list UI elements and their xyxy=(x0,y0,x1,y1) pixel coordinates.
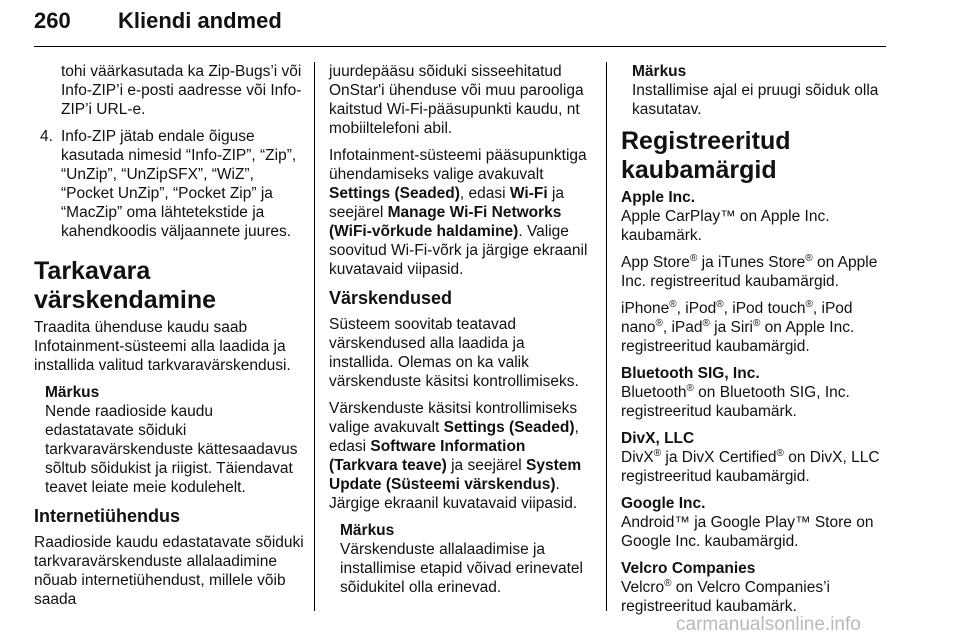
text-run: on Velcro Companies’i registreeritud kaubamärk. xyxy=(621,579,830,615)
registered-mark: ® xyxy=(805,252,813,264)
text-run: . Järgige ekraanil kuvatavaid viipasid. xyxy=(329,476,578,512)
registered-mark: ® xyxy=(686,382,694,394)
list-number: 4. xyxy=(40,128,53,145)
registered-mark: ® xyxy=(776,447,784,459)
text-run: on DivX, LLC registreeritud kaubamärgid. xyxy=(621,449,880,485)
paragraph: juurdepääsu sõiduki sisseehitatud OnStar'i ühenduse või muu parooliga kaitstud Wi-Fi-pääsupunkti kaudu, nt mobiiltelefoni abil. xyxy=(329,63,584,137)
brand-name-divx: DivX, LLC xyxy=(621,430,695,447)
text-run: , iPod nano xyxy=(621,300,853,336)
text-run: , iPod xyxy=(676,300,717,317)
paragraph: Android™ ja Google Play™ Store on Google Inc. kaubamärgid. xyxy=(621,514,874,550)
menu-label: Software Information (Tarkvara teave) xyxy=(329,438,526,474)
paragraph xyxy=(621,383,889,421)
text-run: Värskenduste käsitsi kontrollimiseks valige avakuvalt xyxy=(329,400,578,436)
page-number: 260 xyxy=(34,8,71,33)
text-run: ja seejärel xyxy=(329,185,565,221)
note-title: Märkus xyxy=(632,63,687,80)
column-divider-2 xyxy=(606,62,607,611)
text-run: on Apple Inc. registreeritud kaubamärgid. xyxy=(621,254,878,290)
text-run: ja seejärel xyxy=(451,457,522,474)
brand-name-bluetooth: Bluetooth SIG, Inc. xyxy=(621,365,760,382)
column-1 xyxy=(34,62,304,617)
paragraph: Raadioside kaudu edastatavate sõiduki tarkvaravärskenduste allalaadimine nõuab internetiühendust, millele võib saada xyxy=(34,534,304,608)
registered-mark: ® xyxy=(716,298,724,310)
column-3 xyxy=(621,62,889,624)
header-rule xyxy=(34,46,886,47)
registered-mark: ® xyxy=(702,317,710,329)
column-2 xyxy=(329,62,593,605)
column-divider-1 xyxy=(314,62,315,611)
brand-name-velcro: Velcro Companies xyxy=(621,560,756,577)
note-box xyxy=(329,521,593,597)
registered-mark: ® xyxy=(752,317,761,329)
registered-mark: ® xyxy=(689,252,698,264)
registered-mark: ® xyxy=(664,577,672,589)
paragraph-wifi-instructions xyxy=(329,146,593,279)
list-continuation: tohi väärkasutada ka Zip-Bugs’i või Info-ZIP’i e-posti aadresse või Info-ZIP’i URL-e. xyxy=(61,63,302,118)
list-item-4 xyxy=(34,127,304,241)
menu-label: Wi-Fi xyxy=(509,185,548,202)
registered-mark: ® xyxy=(655,317,663,329)
text-run: iPhone xyxy=(621,300,670,317)
subheading-internet-connection: Internetiühendus xyxy=(34,506,181,526)
paragraph xyxy=(621,448,889,486)
paragraph: Süsteem soovitab teatavad värskendused alla laadida ja installida. Olemas on ka valik värskenduste käsitsi kontrollimiseks. xyxy=(329,316,579,390)
note-box xyxy=(621,62,889,119)
list-item-text: Info-ZIP jätab endale õiguse kasutada nimesid “Info-ZIP”, “Zip”, “UnZip”, “UnZipSFX”, “WiZ”, “Pocket UnZip”, “Pocket Zip” ja “MacZip” oma lähtetekstide ja kahendkoodis väljaannete juures. xyxy=(61,128,297,240)
menu-label: Settings (Seaded) xyxy=(443,419,575,436)
paragraph-update-instructions xyxy=(329,399,593,513)
note-title: Märkus xyxy=(340,522,395,539)
note-text: Värskenduste allalaadimise ja installimise etapid võivad erinevatel sõidukitel olla erinevad. xyxy=(340,541,583,596)
text-run: Bluetooth xyxy=(621,384,687,401)
section-heading-software-update: Tarkavara värskendamine xyxy=(34,257,217,314)
text-run: Infotainment-süsteemi pääsupunktiga ühendamiseks valige avakuvalt xyxy=(329,147,587,183)
text-run: Velcro xyxy=(621,579,665,596)
text-run: ja Siri xyxy=(709,319,753,336)
paragraph xyxy=(621,253,889,291)
text-run: on Bluetooth SIG, Inc. registreeritud kaubamärk. xyxy=(621,384,850,420)
text-run: DivX xyxy=(621,449,654,466)
text-run: , edasi xyxy=(459,185,506,202)
registered-mark: ® xyxy=(653,447,662,459)
paragraph: Traadita ühenduse kaudu saab Infotainment-süsteemi alla laadida ja installida valitud tarkvaravärskendusi. xyxy=(34,319,291,374)
text-run: , iPad xyxy=(662,319,703,336)
text-run: App Store xyxy=(621,254,690,271)
brand-name-google: Google Inc. xyxy=(621,495,706,512)
menu-label: Manage Wi-Fi Networks (WiFi-võrkude haldamine) xyxy=(329,204,562,240)
section-heading-trademarks: Registreeritud kaubamärgid xyxy=(621,127,791,184)
text-run: on Apple Inc. registreeritud kaubamärgid. xyxy=(621,319,855,355)
text-run: , edasi xyxy=(329,419,579,455)
paragraph xyxy=(621,578,889,616)
chapter-title: Kliendi andmed xyxy=(118,8,282,33)
text-run: ja DivX Certified xyxy=(661,449,777,466)
note-title: Märkus xyxy=(45,384,100,401)
menu-label: System Update (Süsteemi värskendus) xyxy=(329,457,582,493)
note-text: Nende raadioside kaudu edastatavate sõiduki tarkvaravärskenduste kättesaadavus sõltub sõidukist ja riigist. Täiendavat teavet leiate meie kodulehelt. xyxy=(45,403,298,496)
menu-label: Settings (Seaded) xyxy=(329,185,460,202)
paragraph xyxy=(621,299,889,356)
registered-mark: ® xyxy=(805,298,813,310)
page-header xyxy=(34,6,886,46)
text-run: , iPod touch xyxy=(723,300,806,317)
text-run: . Valige soovitud Wi-Fi-võrk ja järgige ekraanil kuvatavaid viipasid. xyxy=(329,223,588,278)
registered-mark: ® xyxy=(669,298,677,310)
note-box xyxy=(34,383,304,497)
watermark: carmanualsonline.info xyxy=(676,614,861,635)
subheading-updates: Värskendused xyxy=(329,288,453,308)
paragraph: Apple CarPlay™ on Apple Inc. kaubamärk. xyxy=(621,208,830,244)
brand-name-apple: Apple Inc. xyxy=(621,189,696,206)
note-text: Installimise ajal ei pruugi sõiduk olla kasutatav. xyxy=(632,82,879,118)
text-run: ja iTunes Store xyxy=(697,254,806,271)
